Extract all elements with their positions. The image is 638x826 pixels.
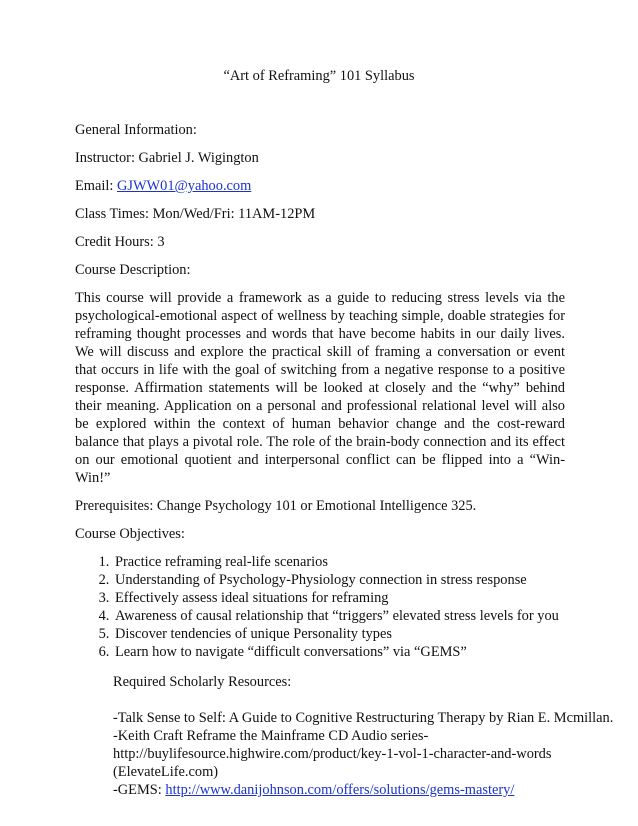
objective-item: 3. Effectively assess ideal situations for reframing (113, 589, 565, 607)
objective-item: 1. Practice reframing real-life scenarios (113, 553, 565, 571)
syllabus-content (75, 121, 614, 799)
course-description-text: This course will provide a framework as a guide to reducing stress levels via the psychological-emotional aspect of wellness by teaching simple, doable strategies for reframing thought processes and words that have become habits in our daily lives. We will discuss and explore the practical skill of framing a conversation or event that occurs in life with the goal of switching from a negative response to a positive response. Affirmation statements will be looked at closely and the “why” behind their meaning. Application on a personal and professional relational level will also be explored within the context of human behavior change and the cost-reward balance that plays a pivotal role. The role of the brain-body connection and its effect on our emotional quotient and interpersonal conflict can be flipped into a “Win-Win!” (75, 290, 565, 486)
course-description-heading: Course Description: (75, 262, 191, 278)
resource-url-line: http://buylifesource.highwire.com/product/key-1-vol-1-character-and-words (113, 746, 552, 762)
gems-link[interactable]: http://www.danijohnson.com/offers/solutions/gems-mastery/ (165, 782, 515, 798)
objective-item: 2. Understanding of Psychology-Physiology connection in stress response (113, 571, 565, 589)
email-link[interactable]: GJWW01@yahoo.com (116, 178, 252, 194)
document-title: “Art of Reframing” 101 Syllabus (223, 68, 415, 84)
resource-line: -Keith Craft Reframe the Mainframe CD Audio series- (113, 728, 429, 744)
objective-item: 4. Awareness of causal relationship that “triggers” elevated stress levels for you (113, 607, 565, 625)
prerequisites-line: Prerequisites: Change Psychology 101 or Emotional Intelligence 325. (75, 498, 477, 514)
general-info-heading: General Information: (75, 122, 197, 138)
resource-line: (ElevateLife.com) (113, 764, 219, 780)
resources-heading: Required Scholarly Resources: (113, 674, 292, 690)
instructor-line: Instructor: Gabriel J. Wigington (75, 150, 259, 166)
resources-section (75, 673, 614, 799)
objective-item: 5. Discover tendencies of unique Personality types (113, 625, 565, 643)
course-objectives-heading: Course Objectives: (75, 526, 185, 542)
gems-resource-line (113, 781, 565, 799)
resource-line: -Talk Sense to Self: A Guide to Cognitive Restructuring Therapy by Rian E. Mcmillan. (113, 710, 614, 726)
gems-label: -GEMS: (113, 782, 166, 798)
class-times-line: Class Times: Mon/Wed/Fri: 11AM-12PM (75, 206, 316, 222)
credit-hours-line: Credit Hours: 3 (75, 234, 165, 250)
email-label: Email: (75, 178, 117, 194)
objective-item: 6. Learn how to navigate “difficult conversations” via “GEMS” (113, 643, 565, 661)
email-line (75, 177, 565, 195)
objectives-list (75, 553, 565, 661)
